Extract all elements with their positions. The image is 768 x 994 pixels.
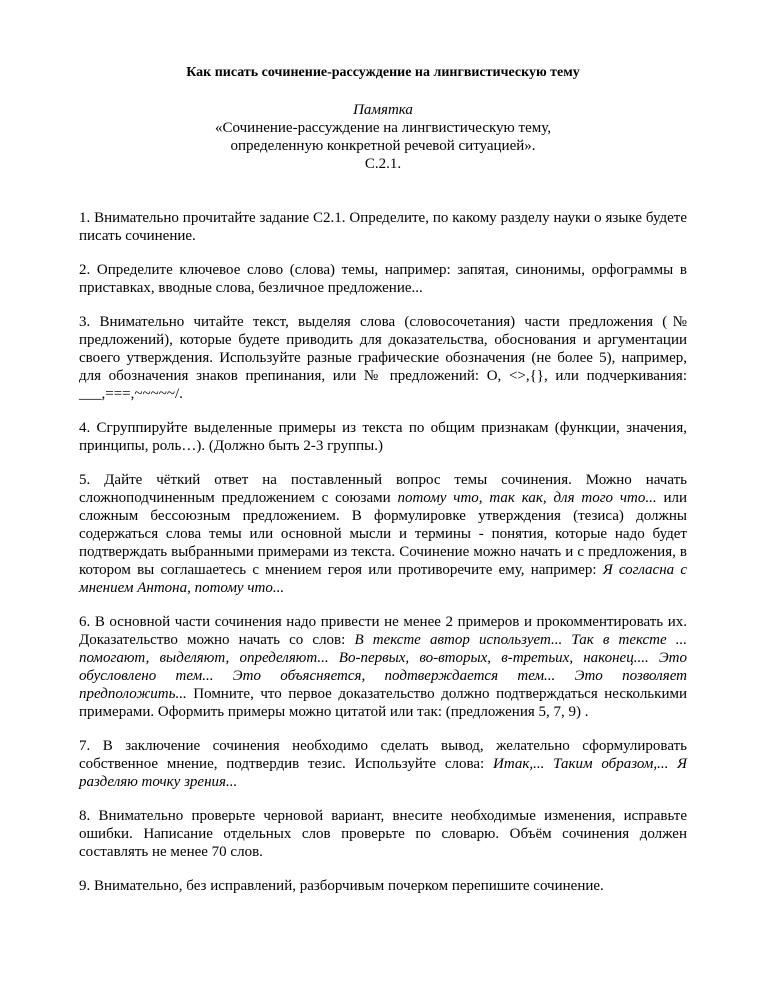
item-text: 4. Сгруппируйте выделенные примеры из текста по общим признакам (функции, значения, принципы, роль…). (Должно быть 2-3 группы.) bbox=[79, 420, 687, 454]
memo-line-1: «Сочинение-рассуждение на лингвистическую тему, bbox=[215, 120, 551, 136]
memo-code: С.2.1. bbox=[364, 156, 402, 172]
item-italic-text: В тексте автор использует... Так в тексте ... помогают, выделяют, определяют... Во-первых, во-вторых, в-третьих, наконец.... Это обусловлено тем... Это объясняется, подтверждается тем... Это позволяет предположить... bbox=[79, 632, 687, 702]
item-text: 5. Дайте чёткий ответ на поставленный вопрос темы сочинения. Можно начать сложноподчиненным предложением с союзами bbox=[79, 472, 687, 506]
document-page bbox=[79, 64, 687, 895]
instruction-item bbox=[79, 419, 687, 455]
document-title: Как писать сочинение-рассуждение на лингвистическую тему bbox=[186, 65, 580, 80]
memo-line-2: определенную конкретной речевой ситуацией». bbox=[230, 138, 536, 154]
instruction-item bbox=[79, 807, 687, 861]
item-text: 7. В заключение сочинения необходимо сделать вывод, желательно сформулировать собственное мнение, подтвердив тезис. Используйте слова: bbox=[79, 738, 687, 772]
item-text: 6. В основной части сочинения надо привести не менее 2 примеров и прокомментировать их. Доказательство можно начать со слов: bbox=[79, 614, 687, 648]
instruction-item bbox=[79, 209, 687, 245]
instruction-item bbox=[79, 471, 687, 597]
instruction-item bbox=[79, 613, 687, 721]
item-text: 3. Внимательно читайте текст, выделяя слова (словосочетания) части предложения (№ предложений), которые будете приводить для доказательства, обоснования и аргументации своего утверждения. Используйте разные графические обозначения (не более 5), например, для обозначения знаков препинания, или № предложений: О, <>,{}, или подчеркивания: ___,===,~~~~~/. bbox=[79, 314, 687, 402]
item-text: 8. Внимательно проверьте черновой вариант, внесите необходимые изменения, исправьте ошибки. Написание отдельных слов проверьте по словарю. Объём сочинения должен составлять не менее 70 слов. bbox=[79, 808, 687, 860]
instruction-item bbox=[79, 261, 687, 297]
item-italic-text: Я согласна с мнением Антона, потому что... bbox=[79, 562, 688, 596]
memo-label: Памятка bbox=[353, 102, 413, 118]
item-italic-text: Итак,... Таким образом,... Я разделяю точку зрения... bbox=[79, 756, 687, 790]
instruction-item bbox=[79, 313, 687, 403]
memo-block bbox=[79, 101, 687, 173]
item-text: 2. Определите ключевое слово (слова) темы, например: запятая, синонимы, орфограммы в приставках, вводные слова, безличное предложение... bbox=[79, 262, 687, 296]
item-text: или сложным бессоюзным предложением. В формулировке утверждения (тезиса) должны содержаться слова темы или основной мысли и термины - понятия, которые надо будет подтверждать выбранными примерами из текста. Сочинение можно начать и с предложения, в котором вы соглашаетесь с мнением героя или противоречите ему, например: bbox=[79, 490, 687, 578]
item-text: 9. Внимательно, без исправлений, разборчивым почерком перепишите сочинение. bbox=[79, 878, 604, 894]
instruction-list bbox=[79, 209, 687, 895]
instruction-item bbox=[79, 737, 687, 791]
instruction-item bbox=[79, 877, 687, 895]
item-text: 1. Внимательно прочитайте задание С2.1. Определите, по какому разделу науки о языке будете писать сочинение. bbox=[79, 210, 687, 244]
item-text: Помните, что первое доказательство должно подтверждаться несколькими примерами. Оформить примеры можно цитатой или так: (предложения 5, 7, 9) . bbox=[79, 686, 687, 720]
item-italic-text: потому что, так как, для того что... bbox=[397, 490, 657, 506]
